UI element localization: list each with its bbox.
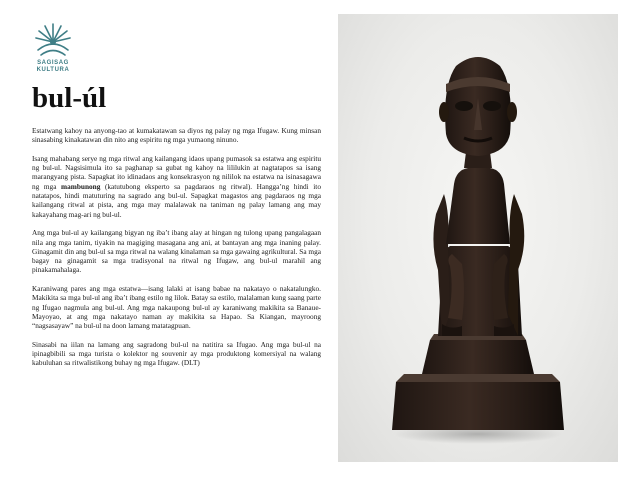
paragraph-5: Sinasabi na iilan na lamang ang sagradong bul-ul na natitira sa Ifugao. Ang mga bul-ul na ipinagbibili sa mga turista o kolektor ng souvenir ay mga produktong komersiyal na walang kabuluhan sa ritwalistikong buhay ng mga Ifugaw. (DLT) [32,339,321,368]
paragraph-3: Ang mga bul-ul ay kailangang bigyan ng iba’t ibang alay at hingan ng tulong upang pangalagaan nila ang mga tanim, tiyakin na magiging masagana ang ani, at bantayan ang mga inaning palay. Ginagamit din ang bul-ul sa mga ritwal na walang kinalaman sa mga gawaing agrikultural. Sa mga bagay na ginagamit sa mga tradisyonal na ritwal ng Ifugaw, ang bul-ul marahil ang pinakamahalaga. [32,228,321,275]
sun-emblem-icon [32,20,74,60]
paragraph-1: Estatwang kahoy na anyong-tao at kumakatawan sa diyos ng palay ng mga Ifugaw. Kung minsan sinasabing kinakatawan din nito ang espiritu ng mga yumaong ninuno. [32,126,321,145]
bul-ul-figure-illustration [338,14,618,462]
paragraph-4: Karaniwang pares ang mga estatwa—isang lalaki at isang babae na nakatayo o nakatalungko. Makikita sa mga bul-ul ang iba’t ibang estilo ng lilok. Batay sa estilo, malalaman kung saang parte ng Ifugao nagmula ang bul-ul. Ang mga nakaupong bul-ul ay karaniwang makikita sa Banaue-Mayoyao, at ang mga nakatayo naman ay makikita sa Hapao. Sa Kiangan, mayroong “nagsasayaw” na bul-ul na doon lamang matatagpuan. [32,284,321,331]
logo-wordmark [32,60,74,73]
paragraph-2-part-1: Isang mahabang serye ng mga ritwal ang kailangang idaos upang pumasok sa estatwa ang espiritu ng bul-ul. Nagsisimula ito sa paghanap sa gubat ng kahoy na lililukin at nagtatapos sa isang marangyang pista. Sapagkat ito idinadaos ang konsekrasyon ng nililok na estatwa na isinasagawa ng mga [32,153,321,191]
paragraph-2-part-2: (katutubong eksperto sa pagdaraos ng ritwal). Hangga’ng hindi ito natatapos, hindi matuturing na sagrado ang bul-ul. Sapagkat magastos ang pagdaraos ng mga kailangang ritwal at pista, ang mga may malalawak na taniman ng palay lamang ang may kakayahang mag-ari ng bul-ul. [32,181,321,219]
bul-ul-statue-photo [338,14,618,462]
page-title: bul-úl [32,82,107,114]
logo-line-1: SAGISAG [37,60,69,66]
emphasis-mambunong: mambunong [61,181,101,191]
logo-line-2: KULTURA [36,66,70,73]
sagisag-kultura-logo [32,20,74,78]
paragraph-2 [32,154,321,219]
article-body [32,126,321,377]
